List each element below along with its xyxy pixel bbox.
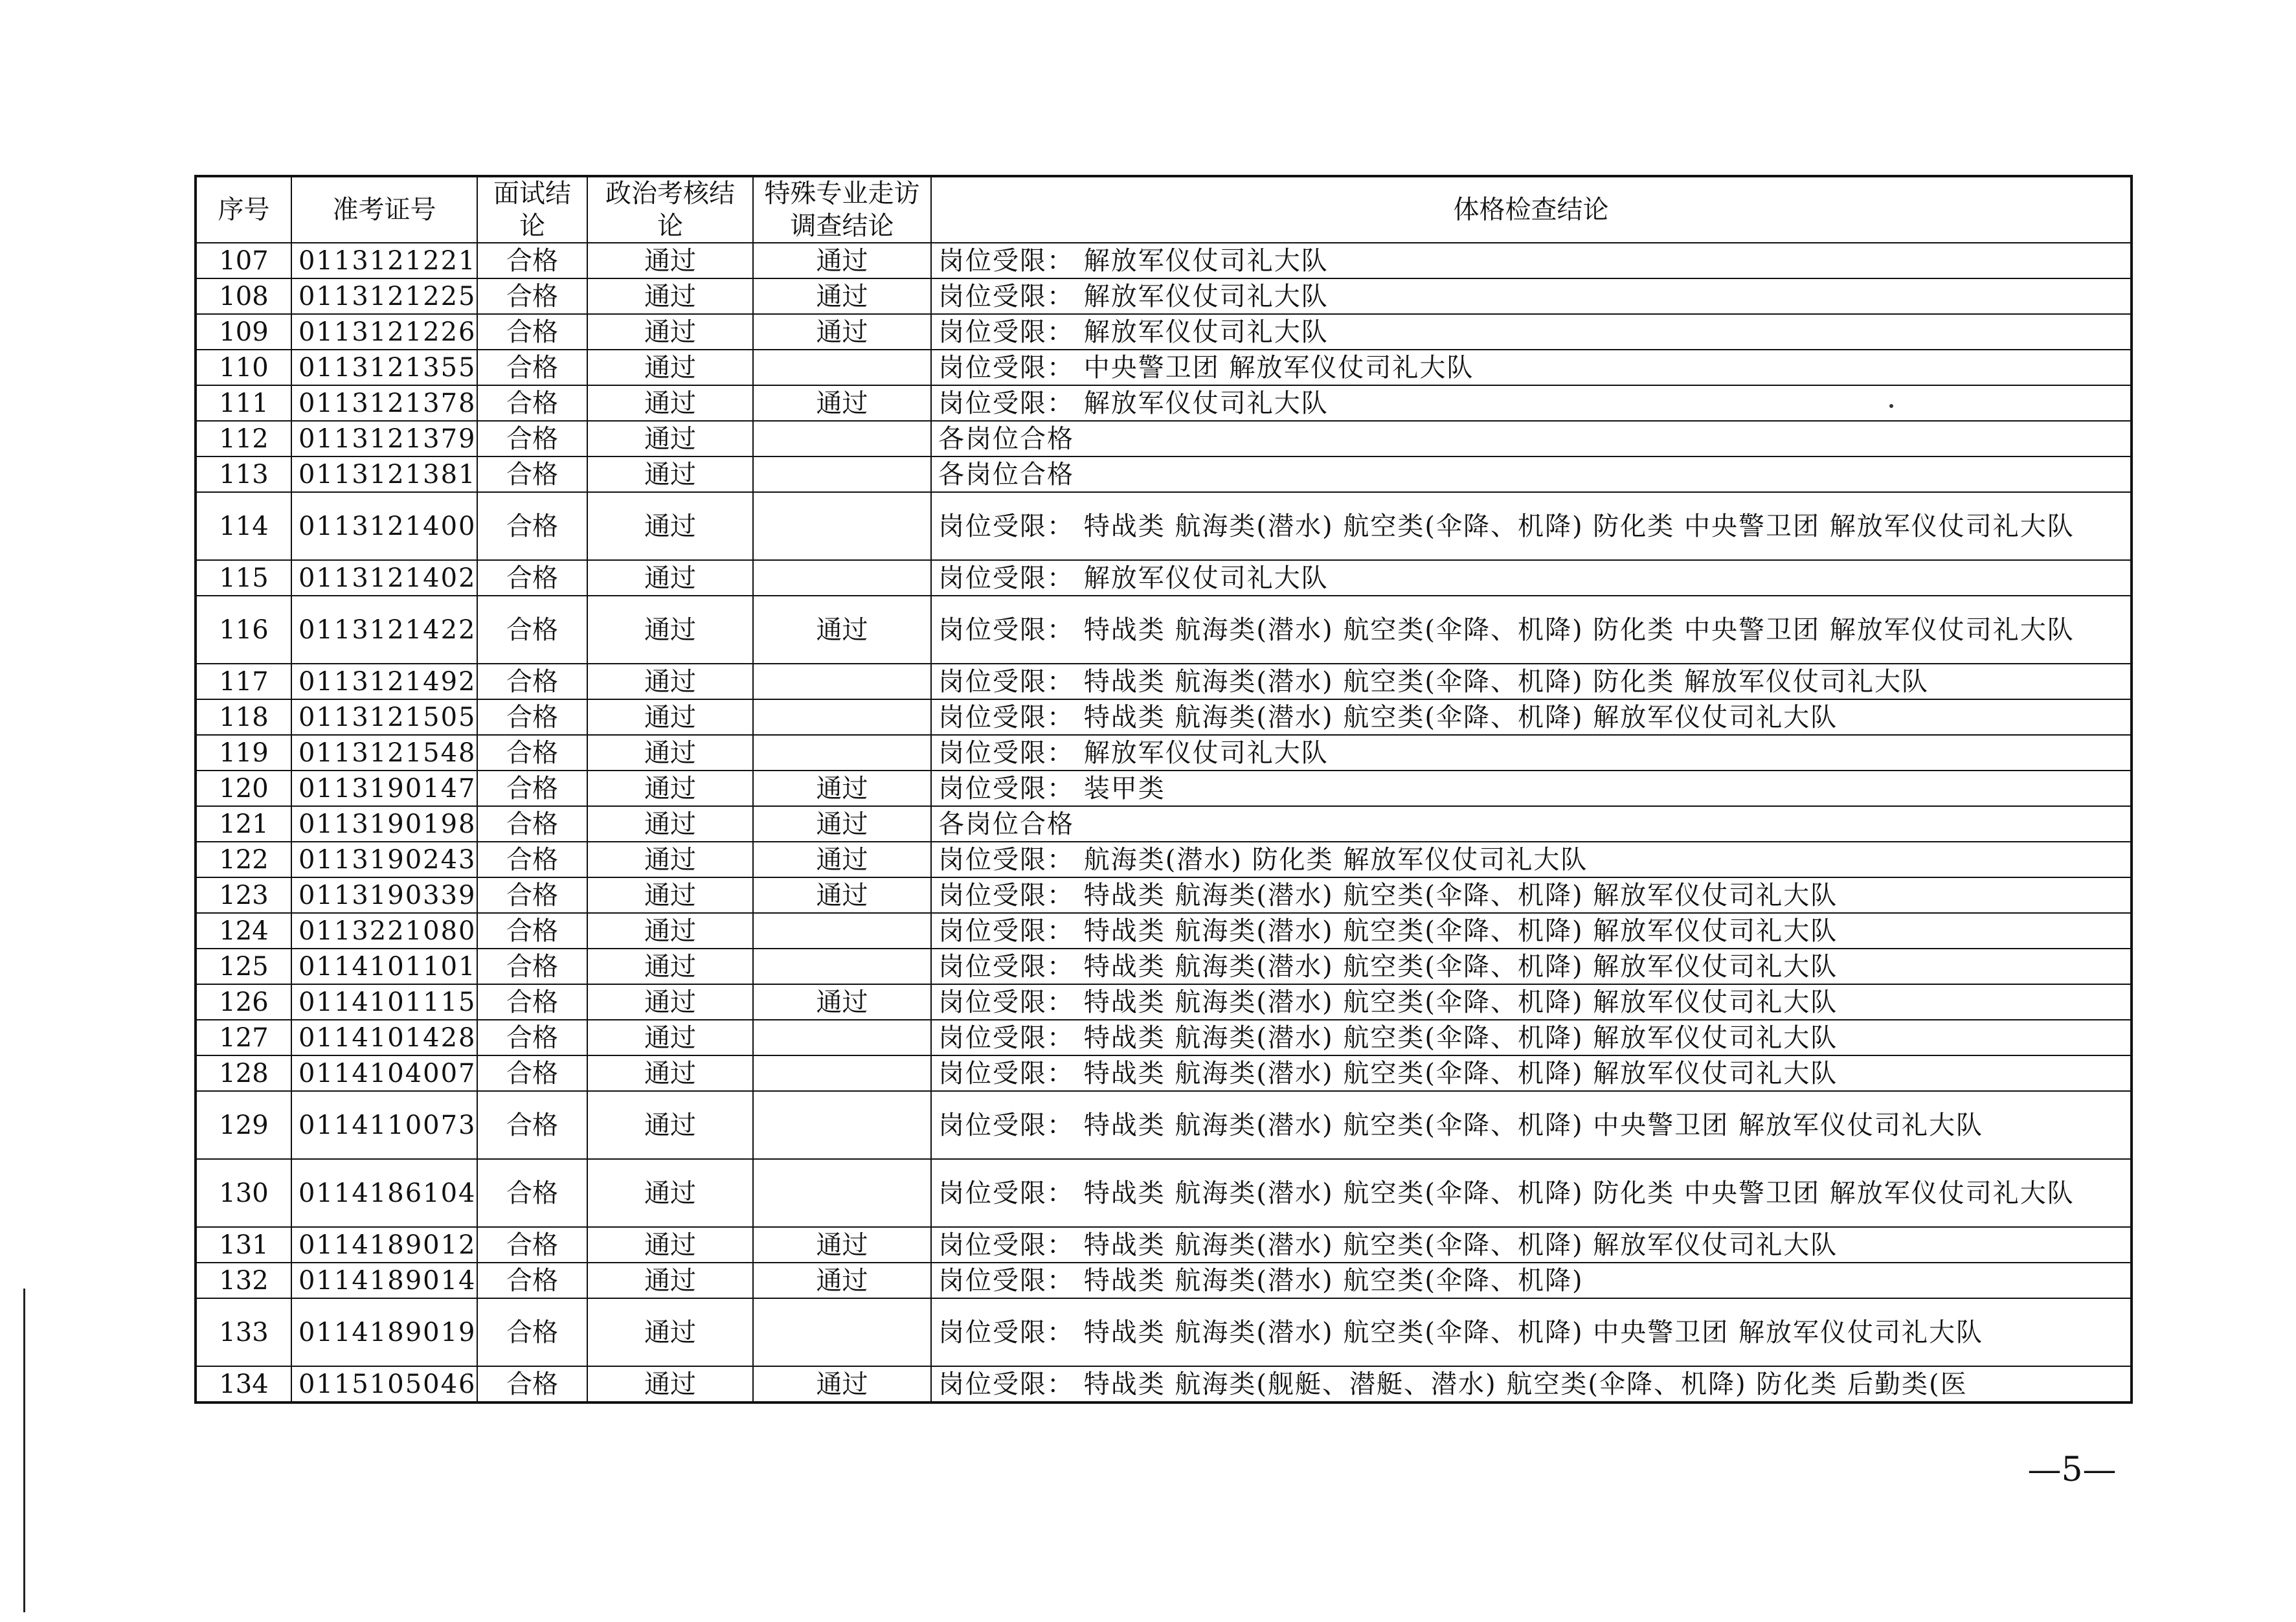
cell-interview: 合格 bbox=[477, 560, 587, 596]
cell-political: 通过 bbox=[587, 1298, 753, 1366]
cell-seq: 123 bbox=[196, 877, 291, 913]
cell-special: 通过 bbox=[753, 596, 931, 664]
cell-seq: 114 bbox=[196, 492, 291, 560]
cell-seq: 107 bbox=[196, 243, 291, 278]
cell-seq: 130 bbox=[196, 1159, 291, 1227]
cell-political: 通过 bbox=[587, 350, 753, 385]
cell-physical: 岗位受限： 解放军仪仗司礼大队 bbox=[931, 278, 2132, 314]
cell-special: 通过 bbox=[753, 1227, 931, 1263]
cell-physical: 岗位受限： 特战类 航海类(潜水) 航空类(伞降、机降) 防化类 中央警卫团 解放军仪仗司礼大队 bbox=[931, 596, 2132, 664]
cell-exam-id: 0113121381 bbox=[291, 456, 477, 492]
cell-special bbox=[753, 560, 931, 596]
cell-exam-id: 0113121400 bbox=[291, 492, 477, 560]
cell-political: 通过 bbox=[587, 806, 753, 842]
cell-special bbox=[753, 699, 931, 735]
cell-political: 通过 bbox=[587, 949, 753, 984]
cell-interview: 合格 bbox=[477, 771, 587, 806]
cell-exam-id: 0114101428 bbox=[291, 1020, 477, 1055]
scan-edge-line bbox=[23, 1289, 25, 1612]
cell-interview: 合格 bbox=[477, 1227, 587, 1263]
cell-political: 通过 bbox=[587, 1366, 753, 1402]
cell-physical: 岗位受限： 特战类 航海类(潜水) 航空类(伞降、机降) 防化类 中央警卫团 解放军仪仗司礼大队 bbox=[931, 1159, 2132, 1227]
cell-exam-id: 0113121378 bbox=[291, 385, 477, 421]
cell-special: 通过 bbox=[753, 314, 931, 350]
cell-physical: 岗位受限： 特战类 航海类(潜水) 航空类(伞降、机降) 解放军仪仗司礼大队 bbox=[931, 913, 2132, 949]
cell-seq: 113 bbox=[196, 456, 291, 492]
table-row bbox=[196, 492, 2132, 560]
cell-seq: 121 bbox=[196, 806, 291, 842]
cell-interview: 合格 bbox=[477, 664, 587, 699]
header-seq: 序号 bbox=[196, 176, 291, 243]
table-row bbox=[196, 456, 2132, 492]
cell-interview: 合格 bbox=[477, 984, 587, 1020]
cell-physical: 岗位受限： 解放军仪仗司礼大队 bbox=[931, 243, 2132, 278]
cell-special: 通过 bbox=[753, 771, 931, 806]
cell-political: 通过 bbox=[587, 243, 753, 278]
cell-special: 通过 bbox=[753, 1263, 931, 1298]
cell-physical: 岗位受限： 航海类(潜水) 防化类 解放军仪仗司礼大队 bbox=[931, 842, 2132, 877]
cell-exam-id: 0113121402 bbox=[291, 560, 477, 596]
cell-exam-id: 0113190243 bbox=[291, 842, 477, 877]
cell-political: 通过 bbox=[587, 1263, 753, 1298]
cell-special: 通过 bbox=[753, 385, 931, 421]
cell-physical: 岗位受限： 解放军仪仗司礼大队 bbox=[931, 735, 2132, 771]
cell-political: 通过 bbox=[587, 492, 753, 560]
table-row bbox=[196, 1298, 2132, 1366]
header-interview: 面试结论 bbox=[477, 176, 587, 243]
cell-political: 通过 bbox=[587, 877, 753, 913]
cell-special: 通过 bbox=[753, 278, 931, 314]
cell-seq: 118 bbox=[196, 699, 291, 735]
cell-physical: 岗位受限： 解放军仪仗司礼大队 bbox=[931, 385, 2132, 421]
cell-special bbox=[753, 1055, 931, 1091]
cell-interview: 合格 bbox=[477, 385, 587, 421]
table-row bbox=[196, 877, 2132, 913]
cell-special: 通过 bbox=[753, 1366, 931, 1402]
cell-interview: 合格 bbox=[477, 699, 587, 735]
cell-physical: 岗位受限： 特战类 航海类(潜水) 航空类(伞降、机降) 防化类 解放军仪仗司礼大队 bbox=[931, 664, 2132, 699]
cell-seq: 111 bbox=[196, 385, 291, 421]
cell-exam-id: 0113121422 bbox=[291, 596, 477, 664]
table-row bbox=[196, 735, 2132, 771]
cell-seq: 110 bbox=[196, 350, 291, 385]
cell-seq: 108 bbox=[196, 278, 291, 314]
cell-special bbox=[753, 1020, 931, 1055]
cell-exam-id: 0114189019 bbox=[291, 1298, 477, 1366]
cell-physical: 岗位受限： 特战类 航海类(潜水) 航空类(伞降、机降) 解放军仪仗司礼大队 bbox=[931, 699, 2132, 735]
table-row bbox=[196, 699, 2132, 735]
cell-physical: 岗位受限： 特战类 航海类(潜水) 航空类(伞降、机降) 中央警卫团 解放军仪仗司礼大队 bbox=[931, 1091, 2132, 1159]
cell-exam-id: 0114189012 bbox=[291, 1227, 477, 1263]
cell-political: 通过 bbox=[587, 913, 753, 949]
table-row bbox=[196, 1263, 2132, 1298]
cell-interview: 合格 bbox=[477, 842, 587, 877]
cell-seq: 115 bbox=[196, 560, 291, 596]
cell-political: 通过 bbox=[587, 699, 753, 735]
cell-special bbox=[753, 1159, 931, 1227]
cell-seq: 119 bbox=[196, 735, 291, 771]
cell-interview: 合格 bbox=[477, 1298, 587, 1366]
cell-exam-id: 0113121225 bbox=[291, 278, 477, 314]
table-row bbox=[196, 913, 2132, 949]
table-row bbox=[196, 278, 2132, 314]
cell-exam-id: 0113121355 bbox=[291, 350, 477, 385]
cell-seq: 131 bbox=[196, 1227, 291, 1263]
cell-exam-id: 0113221080 bbox=[291, 913, 477, 949]
table-row bbox=[196, 350, 2132, 385]
cell-special bbox=[753, 350, 931, 385]
cell-physical: 岗位受限： 解放军仪仗司礼大队 bbox=[931, 560, 2132, 596]
cell-exam-id: 0113121492 bbox=[291, 664, 477, 699]
cell-interview: 合格 bbox=[477, 492, 587, 560]
cell-physical: 岗位受限： 特战类 航海类(潜水) 航空类(伞降、机降) 解放军仪仗司礼大队 bbox=[931, 984, 2132, 1020]
cell-special bbox=[753, 949, 931, 984]
cell-exam-id: 0113121226 bbox=[291, 314, 477, 350]
cell-physical: 岗位受限： 特战类 航海类(潜水) 航空类(伞降、机降) 解放军仪仗司礼大队 bbox=[931, 949, 2132, 984]
table-row bbox=[196, 664, 2132, 699]
table-row bbox=[196, 421, 2132, 456]
cell-seq: 134 bbox=[196, 1366, 291, 1402]
table-row bbox=[196, 949, 2132, 984]
table-row bbox=[196, 771, 2132, 806]
cell-interview: 合格 bbox=[477, 1263, 587, 1298]
table-header-row bbox=[196, 176, 2132, 243]
cell-interview: 合格 bbox=[477, 1055, 587, 1091]
cell-special: 通过 bbox=[753, 842, 931, 877]
results-table-container bbox=[194, 175, 2130, 1404]
cell-exam-id: 0114189014 bbox=[291, 1263, 477, 1298]
cell-interview: 合格 bbox=[477, 913, 587, 949]
cell-seq: 126 bbox=[196, 984, 291, 1020]
table-row bbox=[196, 1366, 2132, 1402]
table-row bbox=[196, 1055, 2132, 1091]
cell-political: 通过 bbox=[587, 596, 753, 664]
table-row bbox=[196, 385, 2132, 421]
cell-seq: 127 bbox=[196, 1020, 291, 1055]
cell-political: 通过 bbox=[587, 984, 753, 1020]
cell-seq: 128 bbox=[196, 1055, 291, 1091]
results-table bbox=[194, 175, 2133, 1404]
cell-political: 通过 bbox=[587, 314, 753, 350]
header-physical: 体格检查结论 bbox=[931, 176, 2132, 243]
cell-exam-id: 0114101115 bbox=[291, 984, 477, 1020]
cell-interview: 合格 bbox=[477, 1366, 587, 1402]
cell-interview: 合格 bbox=[477, 1020, 587, 1055]
table-row bbox=[196, 314, 2132, 350]
cell-political: 通过 bbox=[587, 735, 753, 771]
cell-physical: 岗位受限： 解放军仪仗司礼大队 bbox=[931, 314, 2132, 350]
cell-political: 通过 bbox=[587, 842, 753, 877]
cell-political: 通过 bbox=[587, 1020, 753, 1055]
cell-seq: 112 bbox=[196, 421, 291, 456]
cell-interview: 合格 bbox=[477, 735, 587, 771]
cell-physical: 岗位受限： 特战类 航海类(潜水) 航空类(伞降、机降) 解放军仪仗司礼大队 bbox=[931, 1227, 2132, 1263]
cell-physical: 各岗位合格 bbox=[931, 421, 2132, 456]
table-row bbox=[196, 243, 2132, 278]
cell-seq: 129 bbox=[196, 1091, 291, 1159]
cell-physical: 岗位受限： 特战类 航海类(潜水) 航空类(伞降、机降) 防化类 中央警卫团 解放军仪仗司礼大队 bbox=[931, 492, 2132, 560]
cell-political: 通过 bbox=[587, 1091, 753, 1159]
header-special: 特殊专业走访调查结论 bbox=[753, 176, 931, 243]
cell-exam-id: 0114186104 bbox=[291, 1159, 477, 1227]
cell-physical: 岗位受限： 特战类 航海类(潜水) 航空类(伞降、机降) 解放军仪仗司礼大队 bbox=[931, 1020, 2132, 1055]
cell-special bbox=[753, 421, 931, 456]
cell-exam-id: 0114101101 bbox=[291, 949, 477, 984]
cell-interview: 合格 bbox=[477, 243, 587, 278]
table-row bbox=[196, 1227, 2132, 1263]
cell-seq: 132 bbox=[196, 1263, 291, 1298]
cell-seq: 116 bbox=[196, 596, 291, 664]
cell-physical: 岗位受限： 特战类 航海类(潜水) 航空类(伞降、机降) 解放军仪仗司礼大队 bbox=[931, 877, 2132, 913]
cell-interview: 合格 bbox=[477, 456, 587, 492]
cell-physical: 岗位受限： 特战类 航海类(潜水) 航空类(伞降、机降) 中央警卫团 解放军仪仗司礼大队 bbox=[931, 1298, 2132, 1366]
cell-special bbox=[753, 1091, 931, 1159]
cell-physical: 岗位受限： 装甲类 bbox=[931, 771, 2132, 806]
cell-political: 通过 bbox=[587, 1227, 753, 1263]
cell-special bbox=[753, 664, 931, 699]
cell-physical: 各岗位合格 bbox=[931, 456, 2132, 492]
cell-political: 通过 bbox=[587, 771, 753, 806]
cell-exam-id: 0113121505 bbox=[291, 699, 477, 735]
cell-special: 通过 bbox=[753, 984, 931, 1020]
page-number: —5— bbox=[2027, 1450, 2117, 1489]
header-political: 政治考核结论 bbox=[587, 176, 753, 243]
cell-interview: 合格 bbox=[477, 1091, 587, 1159]
cell-special: 通过 bbox=[753, 806, 931, 842]
cell-seq: 122 bbox=[196, 842, 291, 877]
scan-speck bbox=[1889, 404, 1893, 408]
cell-exam-id: 0115105046 bbox=[291, 1366, 477, 1402]
cell-political: 通过 bbox=[587, 1159, 753, 1227]
table-row bbox=[196, 1091, 2132, 1159]
cell-special bbox=[753, 1298, 931, 1366]
cell-physical: 岗位受限： 特战类 航海类(潜水) 航空类(伞降、机降) bbox=[931, 1263, 2132, 1298]
cell-political: 通过 bbox=[587, 664, 753, 699]
cell-seq: 124 bbox=[196, 913, 291, 949]
cell-exam-id: 0114104007 bbox=[291, 1055, 477, 1091]
cell-political: 通过 bbox=[587, 1055, 753, 1091]
cell-interview: 合格 bbox=[477, 949, 587, 984]
cell-exam-id: 0113121379 bbox=[291, 421, 477, 456]
cell-seq: 109 bbox=[196, 314, 291, 350]
cell-exam-id: 0114110073 bbox=[291, 1091, 477, 1159]
table-row bbox=[196, 984, 2132, 1020]
cell-seq: 133 bbox=[196, 1298, 291, 1366]
cell-seq: 120 bbox=[196, 771, 291, 806]
cell-exam-id: 0113190339 bbox=[291, 877, 477, 913]
cell-interview: 合格 bbox=[477, 421, 587, 456]
table-row bbox=[196, 1020, 2132, 1055]
cell-special: 通过 bbox=[753, 243, 931, 278]
table-row bbox=[196, 596, 2132, 664]
cell-interview: 合格 bbox=[477, 596, 587, 664]
cell-exam-id: 0113121221 bbox=[291, 243, 477, 278]
cell-interview: 合格 bbox=[477, 877, 587, 913]
cell-physical: 岗位受限： 特战类 航海类(舰艇、潜艇、潜水) 航空类(伞降、机降) 防化类 后勤类(医 bbox=[931, 1366, 2132, 1402]
table-row bbox=[196, 560, 2132, 596]
cell-interview: 合格 bbox=[477, 1159, 587, 1227]
cell-political: 通过 bbox=[587, 560, 753, 596]
cell-special bbox=[753, 492, 931, 560]
cell-special bbox=[753, 456, 931, 492]
cell-political: 通过 bbox=[587, 385, 753, 421]
table-row bbox=[196, 842, 2132, 877]
cell-political: 通过 bbox=[587, 456, 753, 492]
cell-political: 通过 bbox=[587, 278, 753, 314]
cell-physical: 各岗位合格 bbox=[931, 806, 2132, 842]
cell-special: 通过 bbox=[753, 877, 931, 913]
header-exam-id: 准考证号 bbox=[291, 176, 477, 243]
cell-exam-id: 0113190147 bbox=[291, 771, 477, 806]
cell-physical: 岗位受限： 特战类 航海类(潜水) 航空类(伞降、机降) 解放军仪仗司礼大队 bbox=[931, 1055, 2132, 1091]
cell-exam-id: 0113121548 bbox=[291, 735, 477, 771]
table-body bbox=[196, 243, 2132, 1402]
cell-special bbox=[753, 913, 931, 949]
cell-physical: 岗位受限： 中央警卫团 解放军仪仗司礼大队 bbox=[931, 350, 2132, 385]
table-row bbox=[196, 1159, 2132, 1227]
cell-political: 通过 bbox=[587, 421, 753, 456]
cell-special bbox=[753, 735, 931, 771]
cell-interview: 合格 bbox=[477, 314, 587, 350]
cell-interview: 合格 bbox=[477, 278, 587, 314]
cell-seq: 125 bbox=[196, 949, 291, 984]
table-row bbox=[196, 806, 2132, 842]
cell-interview: 合格 bbox=[477, 806, 587, 842]
cell-seq: 117 bbox=[196, 664, 291, 699]
cell-interview: 合格 bbox=[477, 350, 587, 385]
cell-exam-id: 0113190198 bbox=[291, 806, 477, 842]
